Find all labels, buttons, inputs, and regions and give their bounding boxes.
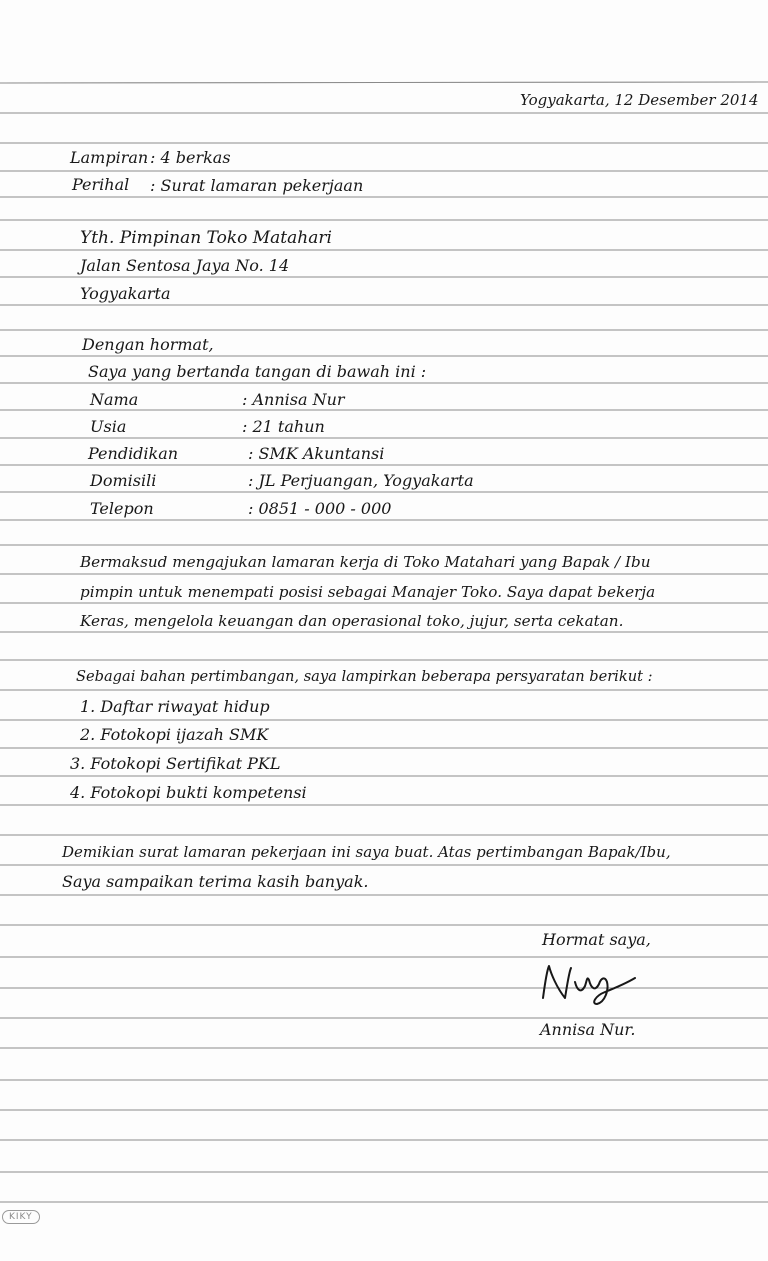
sign-off: Hormat saya, — [542, 930, 651, 949]
field-label-telepon: Telepon — [90, 499, 154, 518]
attachment-item-4: 4. Fotokopi bukti kompetensi — [70, 783, 307, 802]
field-value-telepon: : 0851 - 000 - 000 — [248, 499, 392, 518]
field-label-nama: Nama — [90, 390, 139, 409]
body-line-1: Bermaksud mengajukan lamaran kerja di Toko Matahari yang Bapak / Ibu — [80, 553, 651, 571]
body-line-2: pimpin untuk menempati posisi sebagai Manajer Toko. Saya dapat bekerja — [80, 583, 656, 601]
signature — [535, 958, 645, 1008]
field-value-domisili: : JL Perjuangan, Yogyakarta — [248, 471, 474, 490]
field-value-pendidikan: : SMK Akuntansi — [248, 444, 385, 463]
attachment-item-1: 1. Daftar riwayat hidup — [80, 697, 270, 716]
lampiran-label: Lampiran — [70, 148, 149, 167]
field-label-pendidikan: Pendidikan — [88, 444, 179, 463]
paper-brand-logo: KIKY — [2, 1210, 40, 1224]
attachments-intro: Sebagai bahan pertimbangan, saya lampirkan beberapa persyaratan berikut : — [76, 668, 653, 685]
field-label-domisili: Domisili — [90, 471, 157, 490]
greeting: Dengan hormat, — [82, 335, 214, 354]
closing-line-2: Saya sampaikan terima kasih banyak. — [62, 872, 369, 891]
place-date: Yogyakarta, 12 Desember 2014 — [520, 91, 759, 109]
attachment-item-3: 3. Fotokopi Sertifikat PKL — [70, 754, 281, 773]
attachment-item-2: 2. Fotokopi ijazah SMK — [80, 725, 269, 744]
closing-line-1: Demikian surat lamaran pekerjaan ini saya buat. Atas pertimbangan Bapak/Ibu, — [62, 843, 671, 861]
perihal-label: Perihal — [72, 175, 130, 194]
perihal-value: : Surat lamaran pekerjaan — [150, 176, 364, 195]
field-label-usia: Usia — [90, 417, 127, 436]
recipient-line-2: Jalan Sentosa Jaya No. 14 — [80, 256, 290, 275]
body-line-3: Keras, mengelola keuangan dan operasional toko, jujur, serta cekatan. — [80, 612, 624, 630]
field-value-nama: : Annisa Nur — [242, 390, 345, 409]
field-value-usia: : 21 tahun — [242, 417, 325, 436]
signer-name: Annisa Nur. — [540, 1020, 636, 1039]
lampiran-value: : 4 berkas — [150, 148, 231, 167]
recipient-line-3: Yogyakarta — [80, 284, 171, 303]
recipient-line-1: Yth. Pimpinan Toko Matahari — [80, 228, 332, 248]
intro-line: Saya yang bertanda tangan di bawah ini : — [88, 362, 427, 381]
